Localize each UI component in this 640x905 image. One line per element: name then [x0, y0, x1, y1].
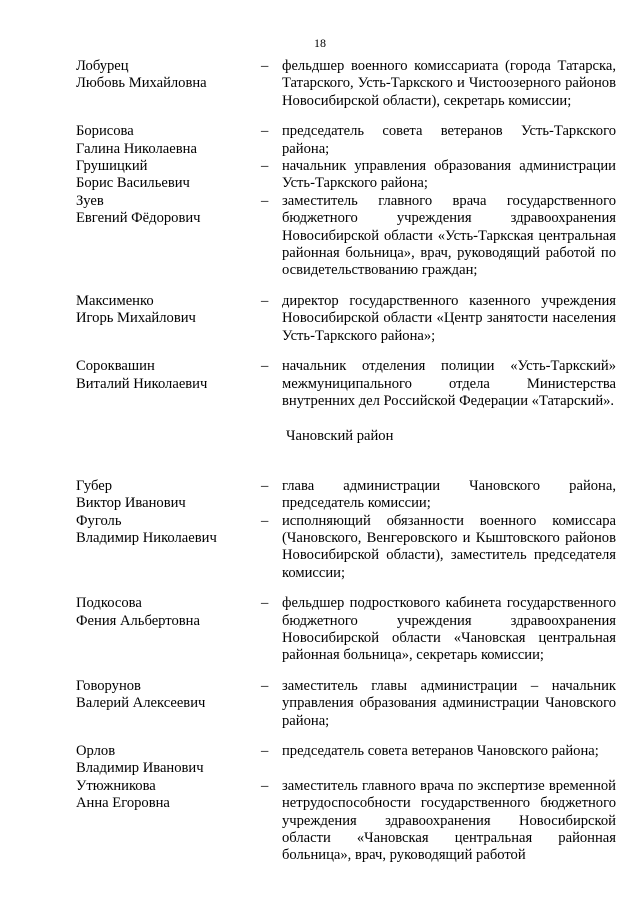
member-name — [76, 193, 261, 280]
member-surname: Борисова — [76, 123, 134, 140]
member-given-names: Любовь Михайловна — [76, 75, 207, 92]
member-surname: Максименко — [76, 292, 154, 309]
member-surname: Зуев — [76, 192, 104, 209]
member-given-names: Виктор Иванович — [76, 495, 186, 512]
member-entry — [76, 513, 616, 583]
member-entry — [76, 58, 616, 110]
member-name — [76, 358, 261, 410]
member-role: председатель совета ветеранов Чановского района; — [282, 743, 599, 759]
member-entry — [76, 193, 616, 280]
page-number: 18 — [314, 36, 326, 50]
dash-separator: – — [261, 123, 269, 140]
member-name — [76, 158, 261, 193]
member-given-names: Борис Васильевич — [76, 175, 190, 192]
member-given-names: Анна Егоровна — [76, 795, 170, 812]
member-surname: Сороквашин — [76, 358, 155, 375]
member-role: директор государственного казенного учреждения Новосибирской области «Центр занятости населения Усть-Таркского района»; — [282, 292, 616, 344]
dash-separator: – — [261, 512, 269, 529]
member-surname: Говорунов — [76, 677, 141, 694]
member-surname: Грушицкий — [76, 158, 148, 175]
dash-separator: – — [261, 677, 269, 694]
member-entry — [76, 778, 616, 865]
member-surname: Фуголь — [76, 512, 122, 529]
member-name — [76, 293, 261, 345]
member-surname: Лобурец — [76, 58, 129, 74]
member-surname: Орлов — [76, 743, 116, 759]
member-name — [76, 123, 261, 158]
member-role: фельдшер подросткового кабинета государственного бюджетного учреждения здравоохранения Новосибирской области «Чановская центральная районная больница», секретарь комиссии; — [282, 595, 616, 664]
member-role: фельдшер военного комиссариата (города Татарска, Татарского, Усть-Таркского и Чистоозерного районов Новосибирской области), секретарь комиссии; — [282, 58, 616, 109]
member-name — [76, 778, 261, 865]
commission-list — [76, 58, 616, 865]
member-entry — [76, 478, 616, 513]
member-surname: Подкосова — [76, 595, 142, 612]
member-role: заместитель главного врача по экспертизе временной нетрудоспособности государственного бюджетного учреждения здравоохранения Новосибирской области «Чановская центральная районная больница», врач, руководящий работой — [282, 777, 616, 864]
dash-separator: – — [261, 158, 269, 175]
member-entry — [76, 678, 616, 730]
dash-separator: – — [261, 292, 269, 309]
member-name — [76, 478, 261, 513]
member-role: заместитель главного врача государственного бюджетного учреждения здравоохранения Новосибирской области «Усть-Таркская центральная районная больница», врач, руководящий работой по освидетельствованию граждан; — [282, 192, 616, 279]
member-entry — [76, 743, 616, 778]
member-role: начальник отделения полиции «Усть-Таркский» межмуниципального отдела Министерства внутренних дел Российской Федерации «Татарский». — [282, 358, 616, 409]
member-entry — [76, 158, 616, 193]
member-given-names: Игорь Михайлович — [76, 310, 196, 327]
dash-separator: – — [261, 192, 269, 209]
member-surname: Утюжникова — [76, 777, 156, 794]
member-role: заместитель главы администрации – начальник управления образования администрации Чановского района; — [282, 677, 616, 729]
dash-separator: – — [261, 777, 269, 794]
member-name — [76, 513, 261, 583]
member-name — [76, 743, 261, 778]
member-name — [76, 595, 261, 665]
member-role: глава администрации Чановского района, председатель комиссии; — [282, 477, 616, 512]
member-given-names: Валерий Алексеевич — [76, 695, 206, 712]
member-given-names: Владимир Иванович — [76, 760, 204, 777]
member-given-names: Виталий Николаевич — [76, 375, 208, 392]
dash-separator: – — [261, 477, 269, 494]
member-role: исполняющий обязанности военного комиссара (Чановского, Венгеровского и Кыштовского районов Новосибирской области), заместитель председателя комиссии; — [282, 512, 616, 581]
member-given-names: Евгений Фёдорович — [76, 210, 201, 227]
section-heading: Чановский район — [286, 428, 394, 445]
member-given-names: Галина Николаевна — [76, 140, 197, 157]
member-entry — [76, 595, 616, 665]
member-entry — [76, 293, 616, 345]
member-entry — [76, 123, 616, 158]
member-name — [76, 58, 261, 110]
member-role: председатель совета ветеранов Усть-Таркского района; — [282, 123, 616, 157]
member-name — [76, 678, 261, 730]
dash-separator: – — [261, 358, 269, 375]
member-role: начальник управления образования администрации Усть-Таркского района; — [282, 158, 616, 192]
member-surname: Губер — [76, 477, 112, 494]
member-given-names: Владимир Николаевич — [76, 529, 217, 546]
dash-separator: – — [261, 58, 269, 74]
member-entry — [76, 358, 616, 410]
dash-separator: – — [261, 743, 269, 759]
member-given-names: Фения Альбертовна — [76, 612, 200, 629]
dash-separator: – — [261, 595, 269, 612]
